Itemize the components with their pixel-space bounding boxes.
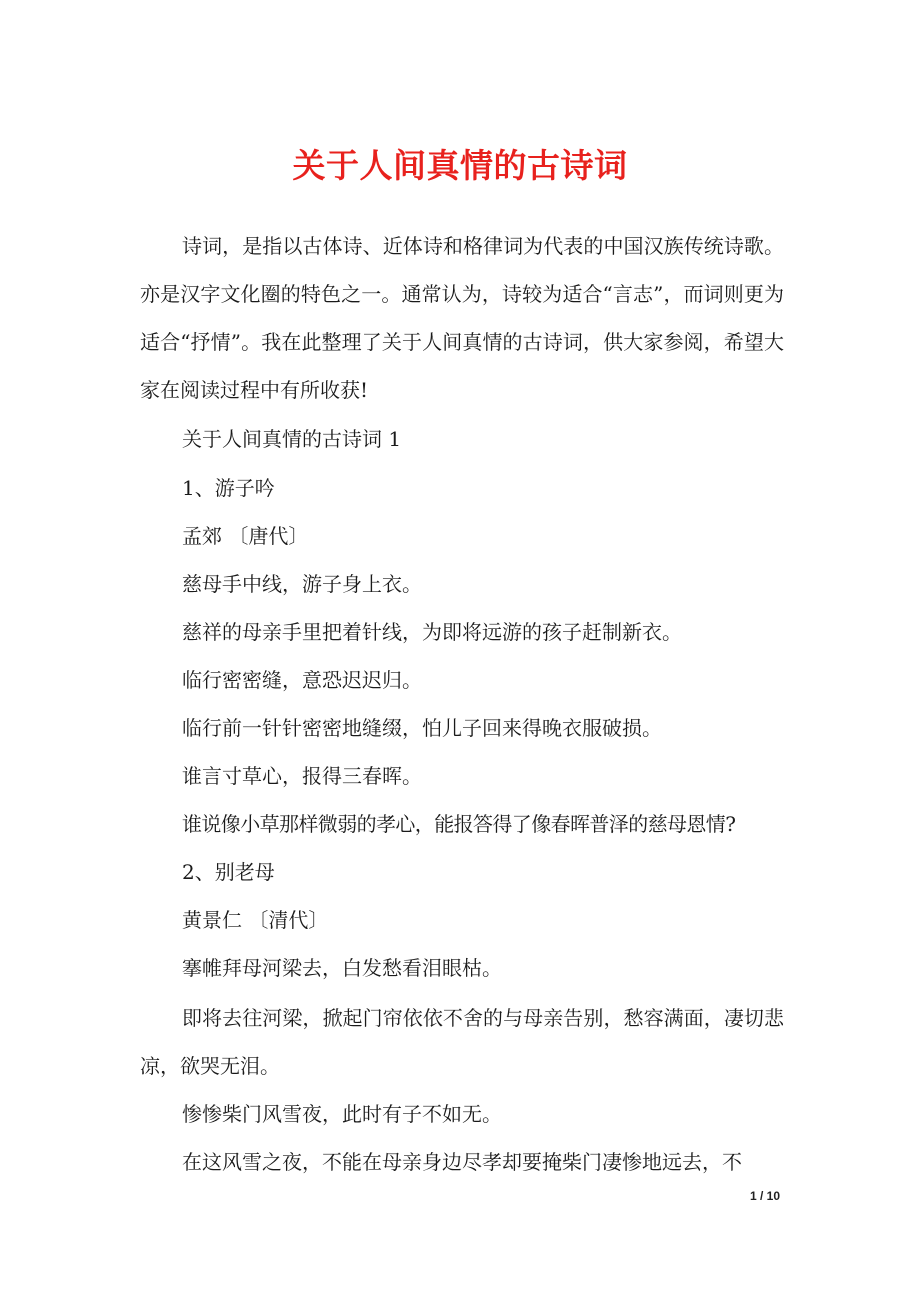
poem2-heading: 2、别老母: [182, 860, 275, 884]
poem1-line: 谁言寸草心，报得三春晖。: [182, 764, 422, 788]
section-heading: 关于人间真情的古诗词 1: [182, 427, 402, 451]
poem1-author: 孟郊 〔唐代〕: [182, 524, 309, 548]
poem2-translation: 在这风雪之夜，不能在母亲身边尽孝却要掩柴门凄惨地远去，不: [182, 1150, 742, 1174]
document-title: 关于人间真情的古诗词: [292, 146, 628, 185]
poem1-line: 慈母手中线，游子身上衣。: [182, 572, 422, 596]
poem2-author: 黄景仁 〔清代〕: [182, 908, 329, 932]
poem2-translation: 即将去往河梁，掀起门帘依依不舍的与母亲告别，愁容满面，凄切悲凉，欲哭无泪。: [140, 1006, 784, 1078]
poem1-heading: 1、游子吟: [182, 476, 275, 500]
poem1-translation: 谁说像小草那样微弱的孝心，能报答得了像春晖普泽的慈母恩情?: [182, 812, 736, 836]
poem1-line: 临行密密缝，意恐迟迟归。: [182, 668, 422, 692]
intro-paragraph: 诗词，是指以古体诗、近体诗和格律词为代表的中国汉族传统诗歌。亦是汉字文化圈的特色之一。通常认为，诗较为适合“言志”，而词则更为适合“抒情”。我在此整理了关于人间真情的古诗词，供大家参阅，希望大家在阅读过程中有所收获!: [140, 234, 784, 402]
poem2-line: 惨惨柴门风雪夜，此时有子不如无。: [182, 1102, 502, 1126]
poem1-translation: 慈祥的母亲手里把着针线，为即将远游的孩子赶制新衣。: [182, 620, 682, 644]
poem2-line: 搴帷拜母河梁去，白发愁看泪眼枯。: [182, 956, 502, 980]
poem1-translation: 临行前一针针密密地缝缀，怕儿子回来得晚衣服破损。: [182, 716, 662, 740]
page-number: 1 / 10: [749, 1189, 780, 1203]
